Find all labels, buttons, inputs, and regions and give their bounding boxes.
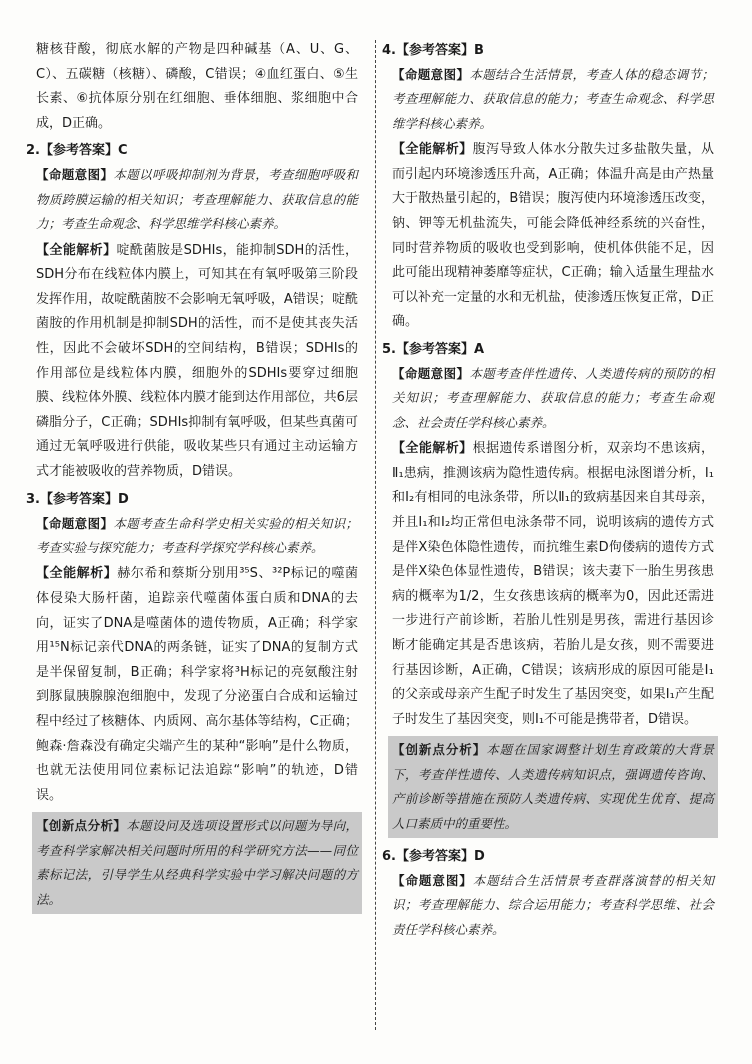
q2-intent <box>36 163 358 236</box>
q3-intent <box>36 512 358 561</box>
q3-innovation-text: 本题设问及选项设置形式以问题为导向，考查科学家解决相关问题时所用的科学研究方法——同位素标记法，引导学生从经典科学实验中学习解决问题的方法。 <box>36 818 358 907</box>
q3-innovation-tag: 【创新点分析】 <box>36 818 127 834</box>
q6-intent-text: 本题结合生活情景考查群落演替的相关知识；考查理解能力、综合运用能力；考查科学思维、社会责任学科核心素养。 <box>392 872 714 937</box>
q2-intent-tag: 【命题意图】 <box>36 167 114 183</box>
q5-intent-text: 本题考查伴性遗传、人类遗传病的预防的相关知识；考查理解能力、获取信息的能力；考查生命观念、社会责任学科核心素养。 <box>392 365 714 430</box>
q5-analysis-tag: 【全能解析】 <box>392 441 473 457</box>
q5-analysis <box>392 437 714 732</box>
q4-analysis <box>392 138 714 335</box>
q3-analysis-tag: 【全能解析】 <box>36 566 118 582</box>
right-column <box>382 38 715 944</box>
q3-innovation-box <box>32 812 362 914</box>
q4-intent-text: 本题结合生活情景，考查人体的稳态调节；考查理解能力、获取信息的能力；考查生命观念、科学思维学科核心素养。 <box>392 67 714 131</box>
q3-analysis-text: 赫尔希和蔡斯分别用³⁵S、³²P标记的噬菌体侵染大肠杆菌，追踪亲代噬菌体蛋白质和DNA的去向，证实了DNA是噬菌体的遗传物质，A正确；科学家用¹⁵N标记亲代DNA的两条链，证实了DNA的复制方式是半保留复制，B正确；科学家将³H标记的亮氨酸注射到豚鼠胰腺腺泡细胞中，发现了分泌蛋白合成和运输过程中经过了核糖体、内质网、高尔基体等结构，C正确；鲍森·詹森没有确定尖端产生的某种“影响”是什么物质，也就无法使用同位素标记法追踪“影响”的轨迹，D错误。 <box>36 566 358 803</box>
q2-analysis <box>36 239 358 485</box>
q5-innovation-text: 本题在国家调整计划生育政策的大背景下，考查伴性遗传、人类遗传病知识点，强调遗传咨询、产前诊断等措施在预防人类遗传病、实现优生优育、提高人口素质中的重要性。 <box>392 742 714 831</box>
q4-intent <box>392 63 714 136</box>
q6-intent <box>392 869 714 942</box>
q3-analysis <box>36 562 358 808</box>
q2-answer-heading: 2.【参考答案】C <box>26 143 128 159</box>
q6-section <box>382 844 714 942</box>
q4-intent-tag: 【命题意图】 <box>392 67 470 82</box>
q6-intent-tag: 【命题意图】 <box>392 872 473 888</box>
q4-analysis-text: 腹泻导致人体水分散失过多盐散失量，从而引起内环境渗透压升高，A正确；体温升高是由产热量大于散热量引起的，B错误；腹泻使内环境渗透压改变，钠、钾等无机盐流失，可能会降低神经系统的兴奋性，同时营养物质的吸收也受到影响，使机体供能不足，因此可能出现精神萎靡等症状，C正确；输入适量生理盐水可以补充一定量的水和无机盐，使渗透压恢复正常，D正确。 <box>392 142 715 330</box>
q6-answer-heading: 6.【参考答案】D <box>382 848 485 864</box>
q2-analysis-tag: 【全能解析】 <box>36 242 117 258</box>
q3-intent-tag: 【命题意图】 <box>36 515 114 531</box>
q3-section <box>26 487 358 914</box>
q2-section <box>26 138 358 484</box>
q2-analysis-text: 啶酰菌胺是SDHIs，能抑制SDH的活性，SDH分布在线粒体内膜上，可知其在有氧呼吸第三阶段发挥作用，故啶酰菌胺不会影响无氧呼吸，A错误；啶酰菌胺的作用机制是抑制SDH的活性，而不是使其丧失活性，因此不会破坏SDH的空间结构，B错误；SDHIs的作用部位是线粒体内膜，细胞外的SDHIs要穿过细胞膜、线粒体外膜、线粒体内膜才能到达作用部位，共6层磷脂分子，C正确；SDHIs抑制有氧呼吸，但某些真菌可通过无氧呼吸进行供能，吸收某些只有通过主动运输方式才能被吸收的营养物质，D错误。 <box>36 242 358 479</box>
q3-answer-heading: 3.【参考答案】D <box>26 491 129 507</box>
left-column <box>26 38 358 920</box>
q4-answer-heading: 4.【参考答案】B <box>382 43 484 58</box>
q5-innovation-tag: 【创新点分析】 <box>392 742 487 758</box>
q5-intent <box>392 362 714 435</box>
q1-continuation: 糖核苷酸，彻底水解的产物是四种碱基（A、U、G、C）、五碳糖（核糖）、磷酸，C错误；④血红蛋白、⑤生长素、⑥抗体原分别在红细胞、垂体细胞、浆细胞中合成，D正确。 <box>36 42 358 131</box>
q5-innovation-box <box>388 736 718 838</box>
q5-section <box>382 337 714 838</box>
column-divider <box>375 40 376 1030</box>
q5-analysis-text: 根据遗传系谱图分析，双亲均不患该病，Ⅱ₁患病，推测该病为隐性遗传病。根据电泳图谱分析，Ⅰ₁和Ⅰ₂有相同的电泳条带，所以Ⅱ₁的致病基因来自其母亲，并且Ⅰ₁和Ⅰ₂均正常但电泳条带不同，说明该病的遗传方式是伴X染色体隐性遗传，而抗维生素D佝偻病的遗传方式是伴X染色体显性遗传，B错误；该夫妻下一胎生男孩患病的概率为1/2，生女孩患该病的概率为0，因此还需进一步进行产前诊断，若胎儿性别是男孩，需进行基因诊断才能确定其是否患该病，若胎儿是女孩，则不需要进行基因诊断，A正确，C错误；该病形成的原因可能是Ⅰ₁的父亲或母亲产生配子时发生了基因突变，如果Ⅰ₁产生配子时发生了基因突变，则Ⅰ₁不可能是携带者，D错误。 <box>392 441 714 727</box>
q2-intent-text: 本题以呼吸抑制剂为背景，考查细胞呼吸和物质跨膜运输的相关知识；考查理解能力、获取信息的能力；考查生命观念、科学思维学科核心素养。 <box>36 167 358 232</box>
q4-section <box>382 38 715 335</box>
q4-analysis-tag: 【全能解析】 <box>392 142 473 158</box>
q5-intent-tag: 【命题意图】 <box>392 365 470 381</box>
q5-answer-heading: 5.【参考答案】A <box>382 341 485 357</box>
q3-intent-text: 本题考查生命科学史相关实验的相关知识；考查实验与探究能力；考查科学探究学科核心素养。 <box>36 515 358 555</box>
